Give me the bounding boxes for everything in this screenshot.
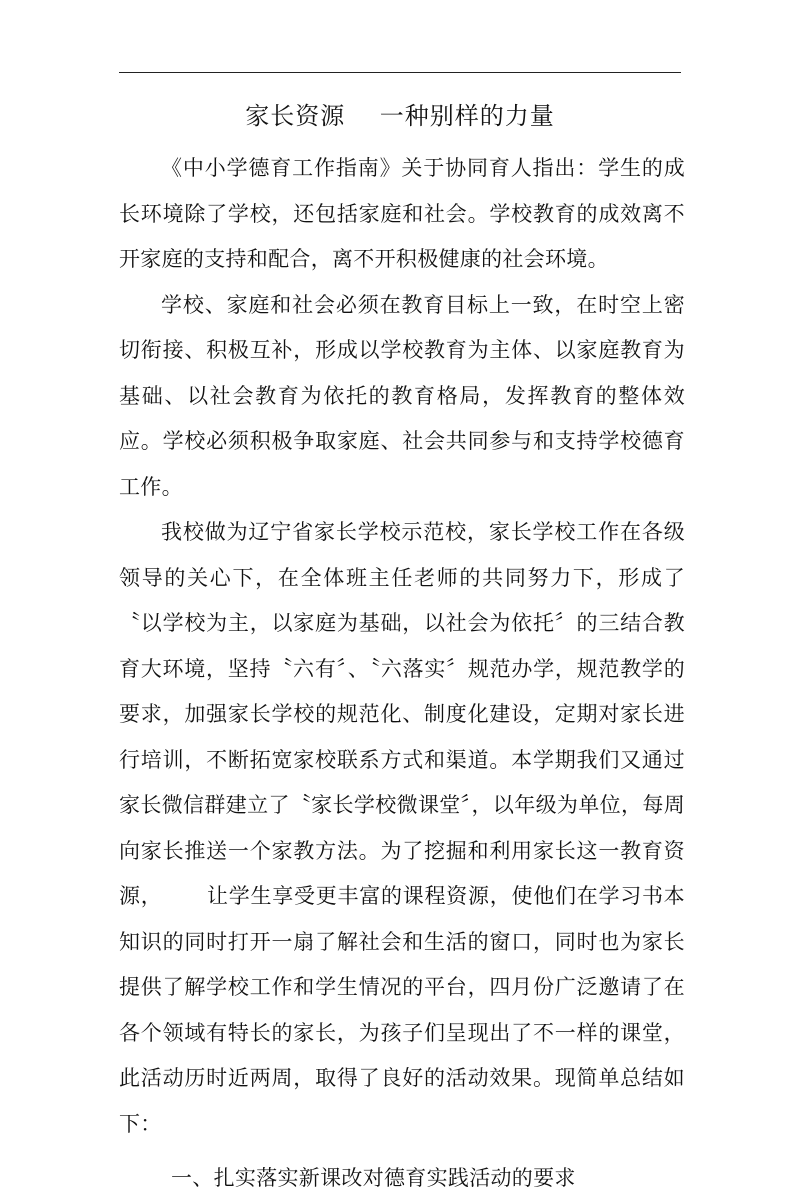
section-heading: 一、扎实落实新课改对德育实践活动的要求 bbox=[171, 1166, 576, 1190]
paragraph-school-practice: 我校做为辽宁省家长学校示范校，家长学校工作在各级领导的关心下，在全体班主任老师的共同努力下，形成了〝以学校为主，以家庭为基础，以社会为依托〞的三结合教育大环境，坚持〝六有〞、〝六落实〞规范办学，规范教学的要求，加强家长学校的规范化、制度化建设，定期对家长进行培训，不断拓宽家校联系方式和渠道。本学期我们又通过家长微信群建立了〝家长学校微课堂〞，以年级为单位，每周向家长推送一个家教方法。为了挖掘和利用家长这一教育资源， 让学生享受更丰富的课程资源，使他们在学习书本知识的同时打开一扇了解社会和生活的窗口，同时也为家长提供了解学校工作和学生情况的平台，四月份广泛邀请了在各个领域有特长的家长，为孩子们呈现出了不一样的课堂，此活动历时近两周，取得了良好的活动效果。现简单总结如下： bbox=[119, 520, 685, 1136]
document-title: 家长资源 一种别样的力量 bbox=[245, 102, 555, 130]
paragraph-guideline: 《中小学德育工作指南》关于协同育人指出：学生的成长环境除了学校，还包括家庭和社会。学校教育的成效离不开家庭的支持和配合，离不开积极健康的社会环境。 bbox=[119, 156, 685, 271]
header-rule bbox=[119, 72, 681, 73]
document-body bbox=[119, 146, 685, 1202]
paragraph-cooperation: 学校、家庭和社会必须在教育目标上一致，在时空上密切衔接、积极互补，形成以学校教育为主体、以家庭教育为基础、以社会教育为依托的教育格局，发挥教育的整体效应。学校必须积极争取家庭、社会共同参与和支持学校德育工作。 bbox=[119, 292, 685, 499]
